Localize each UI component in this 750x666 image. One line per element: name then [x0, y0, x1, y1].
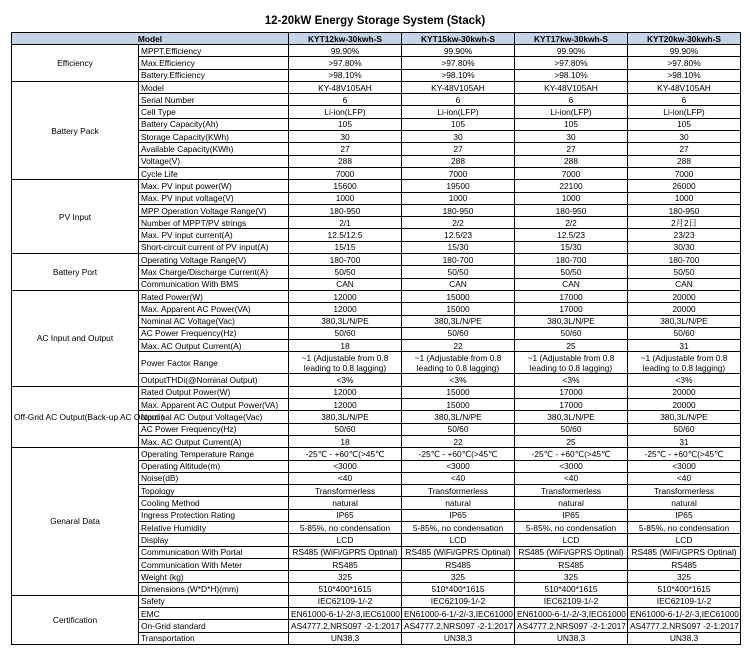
- parameter-name: Available Capacity(KWh): [139, 143, 289, 155]
- parameter-value: 20000: [628, 290, 741, 302]
- parameter-value: <3%: [289, 374, 402, 386]
- parameter-value: 99.90%: [402, 45, 515, 57]
- parameter-value: 380,3L/N/PE: [289, 315, 402, 327]
- parameter-value: 6: [628, 94, 741, 106]
- parameter-value: 22: [402, 435, 515, 447]
- parameter-value: Transformerless: [515, 485, 628, 497]
- parameter-name: Serial Number: [139, 94, 289, 106]
- parameter-value: 50/50: [515, 266, 628, 278]
- parameter-value: EN61000-6-1/-2/-3,IEC61000: [289, 608, 402, 620]
- parameter-value: 6: [515, 94, 628, 106]
- page-title: 12-20kW Energy Storage System (Stack): [264, 15, 486, 27]
- parameter-value: 105: [515, 118, 628, 130]
- parameter-value: 12.5/12.5: [289, 229, 402, 241]
- parameter-name: Nominal AC Voltage(Vac): [139, 315, 289, 327]
- parameter-value: 5-85%, no condensation: [289, 521, 402, 533]
- parameter-value: 18: [289, 340, 402, 352]
- parameter-value: -25℃ - +60℃(>45℃: [402, 448, 515, 460]
- parameter-name: Communication With BMS: [139, 278, 289, 290]
- parameter-name: Max.Efficiency: [139, 57, 289, 69]
- parameter-value: 31: [628, 340, 741, 352]
- parameter-name: AC Power Frequency(Hz): [139, 423, 289, 435]
- parameter-value: 17000: [515, 303, 628, 315]
- parameter-value: 510*400*1615: [289, 583, 402, 595]
- parameter-value: 1000: [628, 192, 741, 204]
- parameter-value: IEC62109-1/-2: [402, 595, 515, 607]
- parameter-name: Short-circuit current of PV input(A): [139, 241, 289, 253]
- group-label: Battery Pack: [12, 81, 139, 179]
- parameter-value: <3%: [515, 374, 628, 386]
- parameter-value: 1000: [515, 192, 628, 204]
- parameter-value: 180-950: [628, 204, 741, 216]
- parameter-value: IEC62109-1/-2: [628, 595, 741, 607]
- parameter-value: LCD: [402, 534, 515, 546]
- parameter-name: Battery.Efficiency: [139, 69, 289, 81]
- parameter-value: UN38.3: [515, 632, 628, 644]
- parameter-name: On-Grid standard: [139, 620, 289, 632]
- parameter-name: Communication With Portal: [139, 546, 289, 558]
- parameter-value: Transformerless: [628, 485, 741, 497]
- parameter-value: ~1 (Adjustable from 0.8 leading to 0.8 lagging): [289, 352, 402, 374]
- parameter-value: RS485 (WiFi/GPRS Optinal): [289, 546, 402, 558]
- parameter-name: Operating Voltage Range(V): [139, 254, 289, 266]
- table-row: [12, 386, 741, 398]
- parameter-value: EN61000-6-1/-2/-3,IEC61000: [402, 608, 515, 620]
- parameter-value: 180-950: [515, 204, 628, 216]
- parameter-value: 7000: [402, 167, 515, 179]
- parameter-name: Storage Capacity(KWh): [139, 131, 289, 143]
- parameter-name: Rated Power(W): [139, 290, 289, 302]
- parameter-value: 99.90%: [515, 45, 628, 57]
- parameter-value: 30/30: [628, 241, 741, 253]
- parameter-value: 12000: [289, 399, 402, 411]
- parameter-name: Weight (kg): [139, 571, 289, 583]
- parameter-value: 99.90%: [289, 45, 402, 57]
- parameter-value: 5-85%, no condensation: [402, 521, 515, 533]
- parameter-value: <3%: [402, 374, 515, 386]
- parameter-value: 31: [628, 435, 741, 447]
- parameter-value: 380,3L/N/PE: [289, 411, 402, 423]
- parameter-value: 1000: [289, 192, 402, 204]
- parameter-value: IEC62109-1/-2: [515, 595, 628, 607]
- parameter-value: 50/60: [515, 327, 628, 339]
- parameter-name: Max. AC Output Current(A): [139, 435, 289, 447]
- parameter-value: 19500: [402, 180, 515, 192]
- parameter-value: RS485 (WiFi/GPRS Optinal): [628, 546, 741, 558]
- parameter-value: 15/30: [515, 241, 628, 253]
- parameter-value: 15/15: [289, 241, 402, 253]
- group-label: Genaral Data: [12, 448, 139, 596]
- parameter-value: 12.5/23: [515, 229, 628, 241]
- parameter-name: Cell Type: [139, 106, 289, 118]
- table-row: [12, 448, 741, 460]
- parameter-name: Safety: [139, 595, 289, 607]
- parameter-value: 288: [515, 155, 628, 167]
- parameter-value: <40: [515, 472, 628, 484]
- group-label: Efficiency: [12, 45, 139, 82]
- parameter-value: 180-700: [515, 254, 628, 266]
- parameter-value: KY-48V105AH: [628, 81, 741, 93]
- group-label: Battery Port: [12, 254, 139, 291]
- spec-table: [11, 32, 741, 645]
- column-header: KYT15kw-30kwh-S: [402, 33, 515, 45]
- parameter-value: >97.80%: [628, 57, 741, 69]
- table-row: [12, 180, 741, 192]
- parameter-value: ~1 (Adjustable from 0.8 leading to 0.8 lagging): [515, 352, 628, 374]
- parameter-value: 50/60: [628, 423, 741, 435]
- parameter-value: 25: [515, 340, 628, 352]
- parameter-value: ~1 (Adjustable from 0.8 leading to 0.8 lagging): [628, 352, 741, 374]
- parameter-name: Max Charge/Discharge Current(A): [139, 266, 289, 278]
- parameter-value: 325: [289, 571, 402, 583]
- parameter-value: 2/1: [289, 217, 402, 229]
- parameter-value: <40: [289, 472, 402, 484]
- header-row: [12, 33, 741, 45]
- parameter-value: 2/2: [402, 217, 515, 229]
- parameter-value: 50/60: [402, 423, 515, 435]
- parameter-value: <3000: [515, 460, 628, 472]
- parameter-value: RS485 (WiFi/GPRS Optinal): [402, 546, 515, 558]
- parameter-value: LCD: [289, 534, 402, 546]
- parameter-value: RS485: [289, 558, 402, 570]
- column-header: Model: [12, 33, 289, 45]
- parameter-value: 30: [628, 131, 741, 143]
- parameter-value: 105: [402, 118, 515, 130]
- parameter-value: 50/60: [402, 327, 515, 339]
- parameter-value: 15000: [402, 303, 515, 315]
- parameter-value: CAN: [402, 278, 515, 290]
- parameter-value: natural: [289, 497, 402, 509]
- parameter-value: 17000: [515, 386, 628, 398]
- parameter-value: 23/23: [628, 229, 741, 241]
- parameter-value: 20000: [628, 303, 741, 315]
- parameter-value: 12000: [289, 386, 402, 398]
- parameter-value: AS4777.2,NRS097 -2-1:2017: [515, 620, 628, 632]
- table-row: [12, 45, 741, 57]
- parameter-value: 27: [402, 143, 515, 155]
- parameter-value: AS4777.2,NRS097 -2-1:2017: [289, 620, 402, 632]
- parameter-value: 50/60: [628, 327, 741, 339]
- parameter-value: Transformerless: [289, 485, 402, 497]
- parameter-value: 15000: [402, 399, 515, 411]
- parameter-value: <3000: [402, 460, 515, 472]
- parameter-value: >98.10%: [515, 69, 628, 81]
- parameter-value: RS485 (WiFi/GPRS Optinal): [515, 546, 628, 558]
- parameter-value: 288: [628, 155, 741, 167]
- parameter-name: Operating Temperature Range: [139, 448, 289, 460]
- parameter-name: Max. AC Output Current(A): [139, 340, 289, 352]
- parameter-value: KY-48V105AH: [515, 81, 628, 93]
- parameter-name: Number of MPPT/PV strings: [139, 217, 289, 229]
- parameter-value: 50/50: [289, 266, 402, 278]
- parameter-name: OutputTHDi(@Nominal Output): [139, 374, 289, 386]
- parameter-value: 17000: [515, 290, 628, 302]
- parameter-value: 12000: [289, 290, 402, 302]
- parameter-value: 325: [402, 571, 515, 583]
- table-row: [12, 290, 741, 302]
- parameter-value: 180-700: [289, 254, 402, 266]
- parameter-name: Display: [139, 534, 289, 546]
- parameter-name: Cooling Method: [139, 497, 289, 509]
- parameter-value: 5-85%, no condensation: [628, 521, 741, 533]
- parameter-value: Li-ion(LFP): [402, 106, 515, 118]
- parameter-value: 22100: [515, 180, 628, 192]
- parameter-value: <40: [628, 472, 741, 484]
- parameter-value: UN38.3: [289, 632, 402, 644]
- table-row: [12, 81, 741, 93]
- parameter-value: 12.5/23: [402, 229, 515, 241]
- parameter-value: ~1 (Adjustable from 0.8 leading to 0.8 lagging): [402, 352, 515, 374]
- parameter-value: 30: [289, 131, 402, 143]
- parameter-value: 380,3L/N/PE: [628, 315, 741, 327]
- parameter-name: MPP Operation Voltage Range(V): [139, 204, 289, 216]
- parameter-value: Li-ion(LFP): [289, 106, 402, 118]
- parameter-value: >98.10%: [402, 69, 515, 81]
- parameter-value: RS485: [628, 558, 741, 570]
- parameter-value: CAN: [515, 278, 628, 290]
- parameter-value: 510*400*1615: [515, 583, 628, 595]
- parameter-value: IEC62109-1/-2: [289, 595, 402, 607]
- parameter-value: 50/60: [515, 423, 628, 435]
- column-header: KYT12kw-30kwh-S: [289, 33, 402, 45]
- parameter-name: AC Power Frequency(Hz): [139, 327, 289, 339]
- parameter-value: 99.90%: [628, 45, 741, 57]
- parameter-name: Max. PV input current(A): [139, 229, 289, 241]
- parameter-value: 15000: [402, 290, 515, 302]
- parameter-name: Battery Capacity(Ah): [139, 118, 289, 130]
- column-header: KYT20kw-30kwh-S: [628, 33, 741, 45]
- parameter-value: 380,3L/N/PE: [515, 411, 628, 423]
- parameter-value: 380,3L/N/PE: [515, 315, 628, 327]
- parameter-value: 380,3L/N/PE: [402, 411, 515, 423]
- parameter-value: >98.10%: [289, 69, 402, 81]
- parameter-name: Max. PV input voltage(V): [139, 192, 289, 204]
- parameter-value: EN61000-6-1/-2/-3,IEC61000: [628, 608, 741, 620]
- parameter-value: 12000: [289, 303, 402, 315]
- parameter-name: Rated Output Power(W): [139, 386, 289, 398]
- parameter-value: KY-48V105AH: [402, 81, 515, 93]
- parameter-value: 26000: [628, 180, 741, 192]
- parameter-name: Max. PV input power(W): [139, 180, 289, 192]
- parameter-value: RS485: [402, 558, 515, 570]
- parameter-name: Operating Altitude(m): [139, 460, 289, 472]
- parameter-name: Max. Apparent AC Output Power(VA): [139, 399, 289, 411]
- parameter-value: Li-ion(LFP): [515, 106, 628, 118]
- parameter-value: >98.10%: [628, 69, 741, 81]
- parameter-value: CAN: [628, 278, 741, 290]
- parameter-name: Model: [139, 81, 289, 93]
- parameter-value: EN61000-6-1/-2/-3,IEC61000: [515, 608, 628, 620]
- parameter-value: natural: [628, 497, 741, 509]
- parameter-name: Relative Humidity: [139, 521, 289, 533]
- parameter-value: 325: [628, 571, 741, 583]
- parameter-value: 380,3L/N/PE: [402, 315, 515, 327]
- parameter-value: 288: [289, 155, 402, 167]
- parameter-value: 15/30: [402, 241, 515, 253]
- parameter-value: 105: [628, 118, 741, 130]
- parameter-value: <40: [402, 472, 515, 484]
- parameter-value: 2/2: [515, 217, 628, 229]
- parameter-name: Noise(dB): [139, 472, 289, 484]
- parameter-name: Communication With Meter: [139, 558, 289, 570]
- parameter-name: MPPT.Efficiency: [139, 45, 289, 57]
- parameter-name: Transportation: [139, 632, 289, 644]
- parameter-value: LCD: [628, 534, 741, 546]
- parameter-name: Ingress Protection Rating: [139, 509, 289, 521]
- parameter-value: >97.80%: [402, 57, 515, 69]
- parameter-name: Voltage(V): [139, 155, 289, 167]
- parameter-value: 50/50: [628, 266, 741, 278]
- parameter-name: Nominal AC Output Voltage(Vac): [139, 411, 289, 423]
- parameter-value: 50/50: [402, 266, 515, 278]
- parameter-value: AS4777.2,NRS097 -2-1:2017: [628, 620, 741, 632]
- group-label: Certification: [12, 595, 139, 644]
- table-row: [12, 595, 741, 607]
- parameter-value: UN38.3: [402, 632, 515, 644]
- parameter-value: LCD: [515, 534, 628, 546]
- parameter-value: 325: [515, 571, 628, 583]
- parameter-value: 6: [402, 94, 515, 106]
- parameter-value: UN38.3: [628, 632, 741, 644]
- parameter-value: RS485: [515, 558, 628, 570]
- parameter-value: 180-950: [289, 204, 402, 216]
- parameter-value: 50/60: [289, 423, 402, 435]
- parameter-value: 30: [515, 131, 628, 143]
- parameter-value: 7000: [289, 167, 402, 179]
- parameter-value: AS4777.2,NRS097 -2-1:2017: [402, 620, 515, 632]
- parameter-name: Dimensions (W*D*H)(mm): [139, 583, 289, 595]
- parameter-value: >97.80%: [515, 57, 628, 69]
- parameter-value: IP65: [515, 509, 628, 521]
- parameter-value: 25: [515, 435, 628, 447]
- parameter-value: CAN: [289, 278, 402, 290]
- parameter-value: 18: [289, 435, 402, 447]
- parameter-value: 6: [289, 94, 402, 106]
- parameter-name: Topology: [139, 485, 289, 497]
- parameter-value: 22: [402, 340, 515, 352]
- parameter-value: IP65: [628, 509, 741, 521]
- parameter-value: >97.80%: [289, 57, 402, 69]
- parameter-value: KY-48V105AH: [289, 81, 402, 93]
- group-label: PV Input: [12, 180, 139, 254]
- parameter-value: <3000: [289, 460, 402, 472]
- parameter-value: 27: [515, 143, 628, 155]
- column-header: KYT17kw-30kwh-S: [515, 33, 628, 45]
- group-label: Off-Grid AC Output(Back-up AC Output ): [12, 386, 139, 447]
- parameter-value: Transformerless: [402, 485, 515, 497]
- parameter-value: 27: [289, 143, 402, 155]
- parameter-value: <3%: [628, 374, 741, 386]
- parameter-value: 180-700: [628, 254, 741, 266]
- parameter-value: 5-85%, no condensation: [515, 521, 628, 533]
- parameter-value: <3000: [628, 460, 741, 472]
- parameter-value: Li-ion(LFP): [628, 106, 741, 118]
- parameter-value: 380,3L/N/PE: [628, 411, 741, 423]
- parameter-value: -25℃ - +60℃(>45℃: [628, 448, 741, 460]
- parameter-value: 50/60: [289, 327, 402, 339]
- parameter-name: Power Factor Range: [139, 352, 289, 374]
- spec-body: [12, 45, 741, 645]
- parameter-value: 510*400*1615: [402, 583, 515, 595]
- parameter-value: 288: [402, 155, 515, 167]
- parameter-name: Cycle Life: [139, 167, 289, 179]
- parameter-value: 510*400*1615: [628, 583, 741, 595]
- parameter-value: 30: [402, 131, 515, 143]
- parameter-value: IP65: [402, 509, 515, 521]
- parameter-value: 15600: [289, 180, 402, 192]
- parameter-value: 7000: [515, 167, 628, 179]
- parameter-value: 105: [289, 118, 402, 130]
- parameter-value: -25℃ - +60℃(>45℃: [289, 448, 402, 460]
- parameter-value: natural: [515, 497, 628, 509]
- parameter-value: IP65: [289, 509, 402, 521]
- parameter-value: 15000: [402, 386, 515, 398]
- parameter-value: 180-950: [402, 204, 515, 216]
- parameter-name: EMC: [139, 608, 289, 620]
- group-label: AC Input and Output: [12, 290, 139, 386]
- parameter-value: 2月2日: [628, 217, 741, 229]
- parameter-value: 27: [628, 143, 741, 155]
- parameter-value: 7000: [628, 167, 741, 179]
- parameter-name: Max. Apparent AC Power(VA): [139, 303, 289, 315]
- parameter-value: 180-700: [402, 254, 515, 266]
- parameter-value: natural: [402, 497, 515, 509]
- parameter-value: 1000: [402, 192, 515, 204]
- table-row: [12, 254, 741, 266]
- parameter-value: -25℃ - +60℃(>45℃: [515, 448, 628, 460]
- parameter-value: 20000: [628, 399, 741, 411]
- parameter-value: 20000: [628, 386, 741, 398]
- parameter-value: 17000: [515, 399, 628, 411]
